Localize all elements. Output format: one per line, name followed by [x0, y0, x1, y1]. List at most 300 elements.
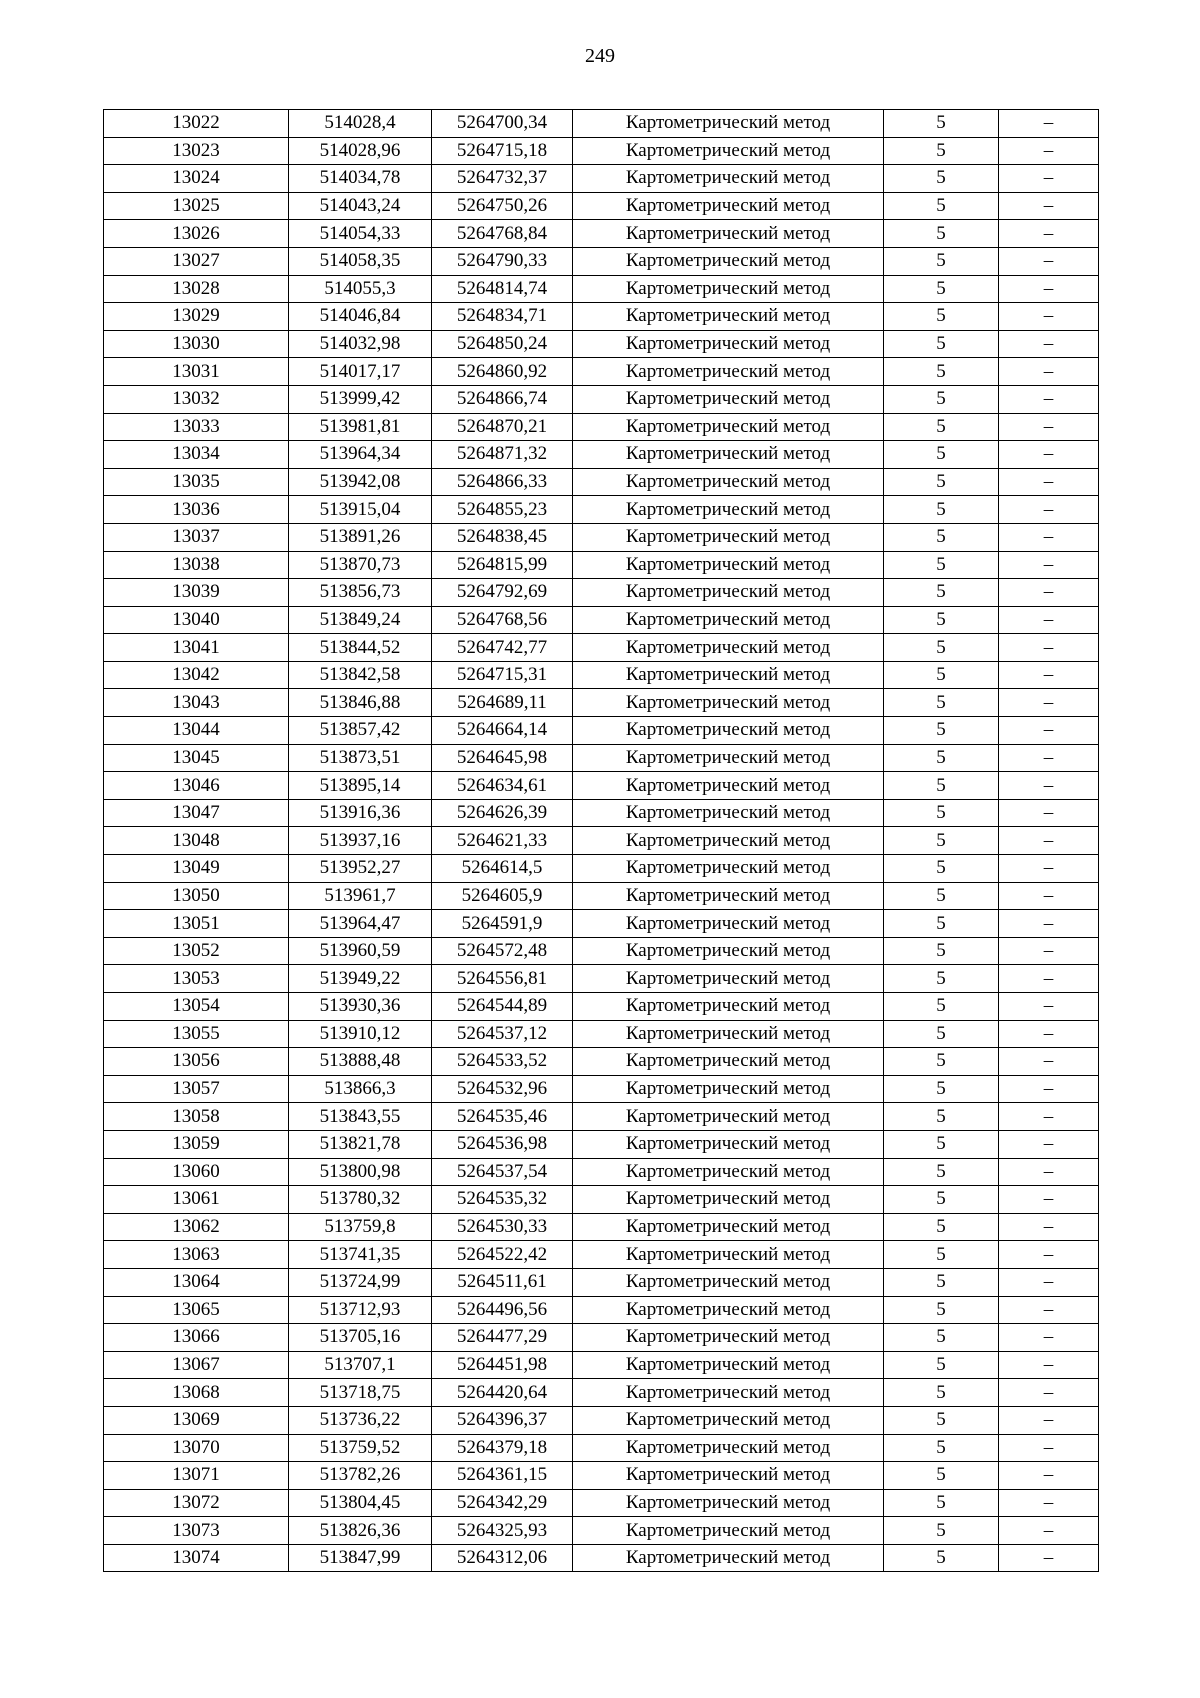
description-cell: –: [999, 1268, 1099, 1296]
y-coordinate-cell: 5264838,45: [432, 523, 573, 551]
x-coordinate-cell: 513870,73: [289, 551, 432, 579]
method-cell: Картометрический метод: [573, 1268, 884, 1296]
description-cell: –: [999, 1406, 1099, 1434]
point-number-cell: 13061: [104, 1186, 289, 1214]
y-coordinate-cell: 5264544,89: [432, 993, 573, 1021]
table-row: [104, 579, 1099, 607]
description-cell: –: [999, 1379, 1099, 1407]
method-cell: Картометрический метод: [573, 1544, 884, 1572]
point-number-cell: 13025: [104, 192, 289, 220]
x-coordinate-cell: 513910,12: [289, 1020, 432, 1048]
x-coordinate-cell: 513937,16: [289, 827, 432, 855]
accuracy-cell: 5: [884, 827, 999, 855]
point-number-cell: 13035: [104, 468, 289, 496]
x-coordinate-cell: 514032,98: [289, 330, 432, 358]
accuracy-cell: 5: [884, 1075, 999, 1103]
method-cell: Картометрический метод: [573, 1241, 884, 1269]
y-coordinate-cell: 5264645,98: [432, 744, 573, 772]
point-number-cell: 13048: [104, 827, 289, 855]
point-number-cell: 13024: [104, 165, 289, 193]
table-row: [104, 1406, 1099, 1434]
method-cell: Картометрический метод: [573, 799, 884, 827]
x-coordinate-cell: 514058,35: [289, 247, 432, 275]
method-cell: Картометрический метод: [573, 993, 884, 1021]
description-cell: –: [999, 772, 1099, 800]
accuracy-cell: 5: [884, 275, 999, 303]
method-cell: Картометрический метод: [573, 551, 884, 579]
x-coordinate-cell: 513895,14: [289, 772, 432, 800]
y-coordinate-cell: 5264750,26: [432, 192, 573, 220]
description-cell: –: [999, 1020, 1099, 1048]
table-row: [104, 1296, 1099, 1324]
point-number-cell: 13072: [104, 1489, 289, 1517]
table-row: [104, 1158, 1099, 1186]
method-cell: Картометрический метод: [573, 717, 884, 745]
point-number-cell: 13062: [104, 1213, 289, 1241]
description-cell: –: [999, 496, 1099, 524]
point-number-cell: 13068: [104, 1379, 289, 1407]
x-coordinate-cell: 513856,73: [289, 579, 432, 607]
method-cell: Картометрический метод: [573, 247, 884, 275]
point-number-cell: 13027: [104, 247, 289, 275]
table-row: [104, 1020, 1099, 1048]
table-row: [104, 717, 1099, 745]
x-coordinate-cell: 513759,8: [289, 1213, 432, 1241]
y-coordinate-cell: 5264815,99: [432, 551, 573, 579]
x-coordinate-cell: 513891,26: [289, 523, 432, 551]
point-number-cell: 13047: [104, 799, 289, 827]
accuracy-cell: 5: [884, 937, 999, 965]
table-row: [104, 1517, 1099, 1545]
accuracy-cell: 5: [884, 1020, 999, 1048]
point-number-cell: 13074: [104, 1544, 289, 1572]
table-row: [104, 413, 1099, 441]
method-cell: Картометрический метод: [573, 523, 884, 551]
accuracy-cell: 5: [884, 468, 999, 496]
description-cell: –: [999, 165, 1099, 193]
x-coordinate-cell: 513741,35: [289, 1241, 432, 1269]
point-number-cell: 13033: [104, 413, 289, 441]
x-coordinate-cell: 513844,52: [289, 634, 432, 662]
table-row: [104, 496, 1099, 524]
y-coordinate-cell: 5264626,39: [432, 799, 573, 827]
accuracy-cell: 5: [884, 496, 999, 524]
accuracy-cell: 5: [884, 1048, 999, 1076]
method-cell: Картометрический метод: [573, 413, 884, 441]
x-coordinate-cell: 513952,27: [289, 855, 432, 883]
y-coordinate-cell: 5264634,61: [432, 772, 573, 800]
method-cell: Картометрический метод: [573, 937, 884, 965]
accuracy-cell: 5: [884, 165, 999, 193]
table-row: [104, 220, 1099, 248]
y-coordinate-cell: 5264537,12: [432, 1020, 573, 1048]
point-number-cell: 13038: [104, 551, 289, 579]
accuracy-cell: 5: [884, 247, 999, 275]
accuracy-cell: 5: [884, 1489, 999, 1517]
description-cell: –: [999, 1158, 1099, 1186]
method-cell: Картометрический метод: [573, 1351, 884, 1379]
y-coordinate-cell: 5264871,32: [432, 441, 573, 469]
table-row: [104, 1462, 1099, 1490]
method-cell: Картометрический метод: [573, 110, 884, 138]
table-row: [104, 1324, 1099, 1352]
method-cell: Картометрический метод: [573, 165, 884, 193]
table-row: [104, 303, 1099, 331]
point-number-cell: 13022: [104, 110, 289, 138]
accuracy-cell: 5: [884, 358, 999, 386]
description-cell: –: [999, 137, 1099, 165]
accuracy-cell: 5: [884, 413, 999, 441]
x-coordinate-cell: 513782,26: [289, 1462, 432, 1490]
method-cell: Картометрический метод: [573, 882, 884, 910]
method-cell: Картометрический метод: [573, 303, 884, 331]
x-coordinate-cell: 513981,81: [289, 413, 432, 441]
y-coordinate-cell: 5264522,42: [432, 1241, 573, 1269]
accuracy-cell: 5: [884, 1241, 999, 1269]
y-coordinate-cell: 5264768,56: [432, 606, 573, 634]
y-coordinate-cell: 5264532,96: [432, 1075, 573, 1103]
y-coordinate-cell: 5264866,33: [432, 468, 573, 496]
y-coordinate-cell: 5264537,54: [432, 1158, 573, 1186]
table-row: [104, 1130, 1099, 1158]
description-cell: –: [999, 413, 1099, 441]
point-number-cell: 13026: [104, 220, 289, 248]
y-coordinate-cell: 5264855,23: [432, 496, 573, 524]
point-number-cell: 13053: [104, 965, 289, 993]
table-row: [104, 330, 1099, 358]
table-row: [104, 275, 1099, 303]
accuracy-cell: 5: [884, 110, 999, 138]
y-coordinate-cell: 5264533,52: [432, 1048, 573, 1076]
method-cell: Картометрический метод: [573, 220, 884, 248]
table-row: [104, 441, 1099, 469]
y-coordinate-cell: 5264870,21: [432, 413, 573, 441]
accuracy-cell: 5: [884, 220, 999, 248]
accuracy-cell: 5: [884, 523, 999, 551]
method-cell: Картометрический метод: [573, 192, 884, 220]
description-cell: –: [999, 606, 1099, 634]
table-row: [104, 1075, 1099, 1103]
table-row: [104, 1544, 1099, 1572]
x-coordinate-cell: 513826,36: [289, 1517, 432, 1545]
point-number-cell: 13051: [104, 910, 289, 938]
method-cell: Картометрический метод: [573, 385, 884, 413]
table-row: [104, 1103, 1099, 1131]
x-coordinate-cell: 513949,22: [289, 965, 432, 993]
method-cell: Картометрический метод: [573, 1406, 884, 1434]
point-number-cell: 13049: [104, 855, 289, 883]
point-number-cell: 13032: [104, 385, 289, 413]
y-coordinate-cell: 5264591,9: [432, 910, 573, 938]
point-number-cell: 13050: [104, 882, 289, 910]
method-cell: Картометрический метод: [573, 330, 884, 358]
accuracy-cell: 5: [884, 1103, 999, 1131]
description-cell: –: [999, 385, 1099, 413]
y-coordinate-cell: 5264834,71: [432, 303, 573, 331]
table-row: [104, 192, 1099, 220]
method-cell: Картометрический метод: [573, 1130, 884, 1158]
x-coordinate-cell: 514034,78: [289, 165, 432, 193]
y-coordinate-cell: 5264556,81: [432, 965, 573, 993]
y-coordinate-cell: 5264325,93: [432, 1517, 573, 1545]
table-row: [104, 606, 1099, 634]
y-coordinate-cell: 5264396,37: [432, 1406, 573, 1434]
accuracy-cell: 5: [884, 137, 999, 165]
x-coordinate-cell: 513961,7: [289, 882, 432, 910]
y-coordinate-cell: 5264511,61: [432, 1268, 573, 1296]
x-coordinate-cell: 513888,48: [289, 1048, 432, 1076]
method-cell: Картометрический метод: [573, 689, 884, 717]
description-cell: –: [999, 303, 1099, 331]
accuracy-cell: 5: [884, 882, 999, 910]
description-cell: –: [999, 744, 1099, 772]
point-number-cell: 13058: [104, 1103, 289, 1131]
table-row: [104, 1186, 1099, 1214]
table-row: [104, 385, 1099, 413]
method-cell: Картометрический метод: [573, 1020, 884, 1048]
x-coordinate-cell: 513847,99: [289, 1544, 432, 1572]
description-cell: –: [999, 1103, 1099, 1131]
point-number-cell: 13045: [104, 744, 289, 772]
accuracy-cell: 5: [884, 192, 999, 220]
accuracy-cell: 5: [884, 965, 999, 993]
point-number-cell: 13071: [104, 1462, 289, 1490]
accuracy-cell: 5: [884, 1351, 999, 1379]
table-row: [104, 137, 1099, 165]
description-cell: –: [999, 358, 1099, 386]
y-coordinate-cell: 5264496,56: [432, 1296, 573, 1324]
table-row: [104, 1351, 1099, 1379]
description-cell: –: [999, 1462, 1099, 1490]
point-number-cell: 13042: [104, 661, 289, 689]
point-number-cell: 13028: [104, 275, 289, 303]
accuracy-cell: 5: [884, 634, 999, 662]
x-coordinate-cell: 513705,16: [289, 1324, 432, 1352]
point-number-cell: 13052: [104, 937, 289, 965]
y-coordinate-cell: 5264420,64: [432, 1379, 573, 1407]
description-cell: –: [999, 275, 1099, 303]
y-coordinate-cell: 5264361,15: [432, 1462, 573, 1490]
x-coordinate-cell: 513857,42: [289, 717, 432, 745]
x-coordinate-cell: 513846,88: [289, 689, 432, 717]
description-cell: –: [999, 634, 1099, 662]
table-row: [104, 358, 1099, 386]
table-row: [104, 661, 1099, 689]
x-coordinate-cell: 513849,24: [289, 606, 432, 634]
method-cell: Картометрический метод: [573, 661, 884, 689]
point-number-cell: 13073: [104, 1517, 289, 1545]
table-row: [104, 910, 1099, 938]
method-cell: Картометрический метод: [573, 1103, 884, 1131]
description-cell: –: [999, 937, 1099, 965]
table-row: [104, 799, 1099, 827]
method-cell: Картометрический метод: [573, 910, 884, 938]
accuracy-cell: 5: [884, 1158, 999, 1186]
description-cell: –: [999, 1489, 1099, 1517]
x-coordinate-cell: 514028,4: [289, 110, 432, 138]
method-cell: Картометрический метод: [573, 606, 884, 634]
table-row: [104, 689, 1099, 717]
description-cell: –: [999, 110, 1099, 138]
point-number-cell: 13043: [104, 689, 289, 717]
description-cell: –: [999, 579, 1099, 607]
description-cell: –: [999, 1544, 1099, 1572]
x-coordinate-cell: 513712,93: [289, 1296, 432, 1324]
x-coordinate-cell: 514017,17: [289, 358, 432, 386]
accuracy-cell: 5: [884, 1434, 999, 1462]
table-row: [104, 1268, 1099, 1296]
point-number-cell: 13054: [104, 993, 289, 1021]
x-coordinate-cell: 514054,33: [289, 220, 432, 248]
y-coordinate-cell: 5264715,18: [432, 137, 573, 165]
table-row: [104, 772, 1099, 800]
description-cell: –: [999, 523, 1099, 551]
x-coordinate-cell: 513866,3: [289, 1075, 432, 1103]
method-cell: Картометрический метод: [573, 1213, 884, 1241]
coordinates-table-body: [104, 110, 1099, 1572]
y-coordinate-cell: 5264451,98: [432, 1351, 573, 1379]
point-number-cell: 13064: [104, 1268, 289, 1296]
table-row: [104, 468, 1099, 496]
table-row: [104, 1048, 1099, 1076]
method-cell: Картометрический метод: [573, 1186, 884, 1214]
method-cell: Картометрический метод: [573, 358, 884, 386]
description-cell: –: [999, 965, 1099, 993]
method-cell: Картометрический метод: [573, 634, 884, 662]
method-cell: Картометрический метод: [573, 1296, 884, 1324]
y-coordinate-cell: 5264689,11: [432, 689, 573, 717]
y-coordinate-cell: 5264866,74: [432, 385, 573, 413]
y-coordinate-cell: 5264572,48: [432, 937, 573, 965]
x-coordinate-cell: 513930,36: [289, 993, 432, 1021]
table-row: [104, 744, 1099, 772]
point-number-cell: 13057: [104, 1075, 289, 1103]
x-coordinate-cell: 514028,96: [289, 137, 432, 165]
point-number-cell: 13037: [104, 523, 289, 551]
method-cell: Картометрический метод: [573, 744, 884, 772]
table-row: [104, 523, 1099, 551]
y-coordinate-cell: 5264342,29: [432, 1489, 573, 1517]
table-row: [104, 1489, 1099, 1517]
table-row: [104, 634, 1099, 662]
table-row: [104, 965, 1099, 993]
table-row: [104, 247, 1099, 275]
method-cell: Картометрический метод: [573, 275, 884, 303]
method-cell: Картометрический метод: [573, 496, 884, 524]
point-number-cell: 13065: [104, 1296, 289, 1324]
table-row: [104, 993, 1099, 1021]
accuracy-cell: 5: [884, 1544, 999, 1572]
y-coordinate-cell: 5264312,06: [432, 1544, 573, 1572]
y-coordinate-cell: 5264860,92: [432, 358, 573, 386]
accuracy-cell: 5: [884, 579, 999, 607]
method-cell: Картометрический метод: [573, 1489, 884, 1517]
point-number-cell: 13041: [104, 634, 289, 662]
point-number-cell: 13056: [104, 1048, 289, 1076]
description-cell: –: [999, 910, 1099, 938]
accuracy-cell: 5: [884, 799, 999, 827]
x-coordinate-cell: 513842,58: [289, 661, 432, 689]
y-coordinate-cell: 5264814,74: [432, 275, 573, 303]
description-cell: –: [999, 1351, 1099, 1379]
table-row: [104, 855, 1099, 883]
x-coordinate-cell: 513915,04: [289, 496, 432, 524]
accuracy-cell: 5: [884, 689, 999, 717]
x-coordinate-cell: 513780,32: [289, 1186, 432, 1214]
x-coordinate-cell: 513821,78: [289, 1130, 432, 1158]
method-cell: Картометрический метод: [573, 855, 884, 883]
x-coordinate-cell: 513804,45: [289, 1489, 432, 1517]
method-cell: Картометрический метод: [573, 1048, 884, 1076]
accuracy-cell: 5: [884, 1462, 999, 1490]
x-coordinate-cell: 513759,52: [289, 1434, 432, 1462]
table-row: [104, 827, 1099, 855]
description-cell: –: [999, 220, 1099, 248]
description-cell: –: [999, 827, 1099, 855]
point-number-cell: 13063: [104, 1241, 289, 1269]
y-coordinate-cell: 5264379,18: [432, 1434, 573, 1462]
description-cell: –: [999, 855, 1099, 883]
description-cell: –: [999, 1075, 1099, 1103]
accuracy-cell: 5: [884, 441, 999, 469]
table-row: [104, 1213, 1099, 1241]
table-row: [104, 882, 1099, 910]
accuracy-cell: 5: [884, 1186, 999, 1214]
point-number-cell: 13036: [104, 496, 289, 524]
description-cell: –: [999, 1186, 1099, 1214]
y-coordinate-cell: 5264530,33: [432, 1213, 573, 1241]
y-coordinate-cell: 5264477,29: [432, 1324, 573, 1352]
table-row: [104, 1379, 1099, 1407]
x-coordinate-cell: 513800,98: [289, 1158, 432, 1186]
description-cell: –: [999, 993, 1099, 1021]
accuracy-cell: 5: [884, 1406, 999, 1434]
accuracy-cell: 5: [884, 385, 999, 413]
point-number-cell: 13066: [104, 1324, 289, 1352]
accuracy-cell: 5: [884, 1517, 999, 1545]
accuracy-cell: 5: [884, 303, 999, 331]
description-cell: –: [999, 1213, 1099, 1241]
method-cell: Картометрический метод: [573, 579, 884, 607]
y-coordinate-cell: 5264768,84: [432, 220, 573, 248]
accuracy-cell: 5: [884, 910, 999, 938]
x-coordinate-cell: 513964,34: [289, 441, 432, 469]
accuracy-cell: 5: [884, 1213, 999, 1241]
y-coordinate-cell: 5264621,33: [432, 827, 573, 855]
x-coordinate-cell: 513916,36: [289, 799, 432, 827]
y-coordinate-cell: 5264700,34: [432, 110, 573, 138]
x-coordinate-cell: 514046,84: [289, 303, 432, 331]
method-cell: Картометрический метод: [573, 137, 884, 165]
description-cell: –: [999, 1324, 1099, 1352]
accuracy-cell: 5: [884, 744, 999, 772]
accuracy-cell: 5: [884, 330, 999, 358]
method-cell: Картометрический метод: [573, 441, 884, 469]
table-row: [104, 1241, 1099, 1269]
y-coordinate-cell: 5264535,46: [432, 1103, 573, 1131]
method-cell: Картометрический метод: [573, 772, 884, 800]
description-cell: –: [999, 441, 1099, 469]
accuracy-cell: 5: [884, 1379, 999, 1407]
y-coordinate-cell: 5264536,98: [432, 1130, 573, 1158]
description-cell: –: [999, 551, 1099, 579]
x-coordinate-cell: 513736,22: [289, 1406, 432, 1434]
x-coordinate-cell: 513873,51: [289, 744, 432, 772]
x-coordinate-cell: 513724,99: [289, 1268, 432, 1296]
description-cell: –: [999, 1130, 1099, 1158]
description-cell: –: [999, 882, 1099, 910]
x-coordinate-cell: 513718,75: [289, 1379, 432, 1407]
